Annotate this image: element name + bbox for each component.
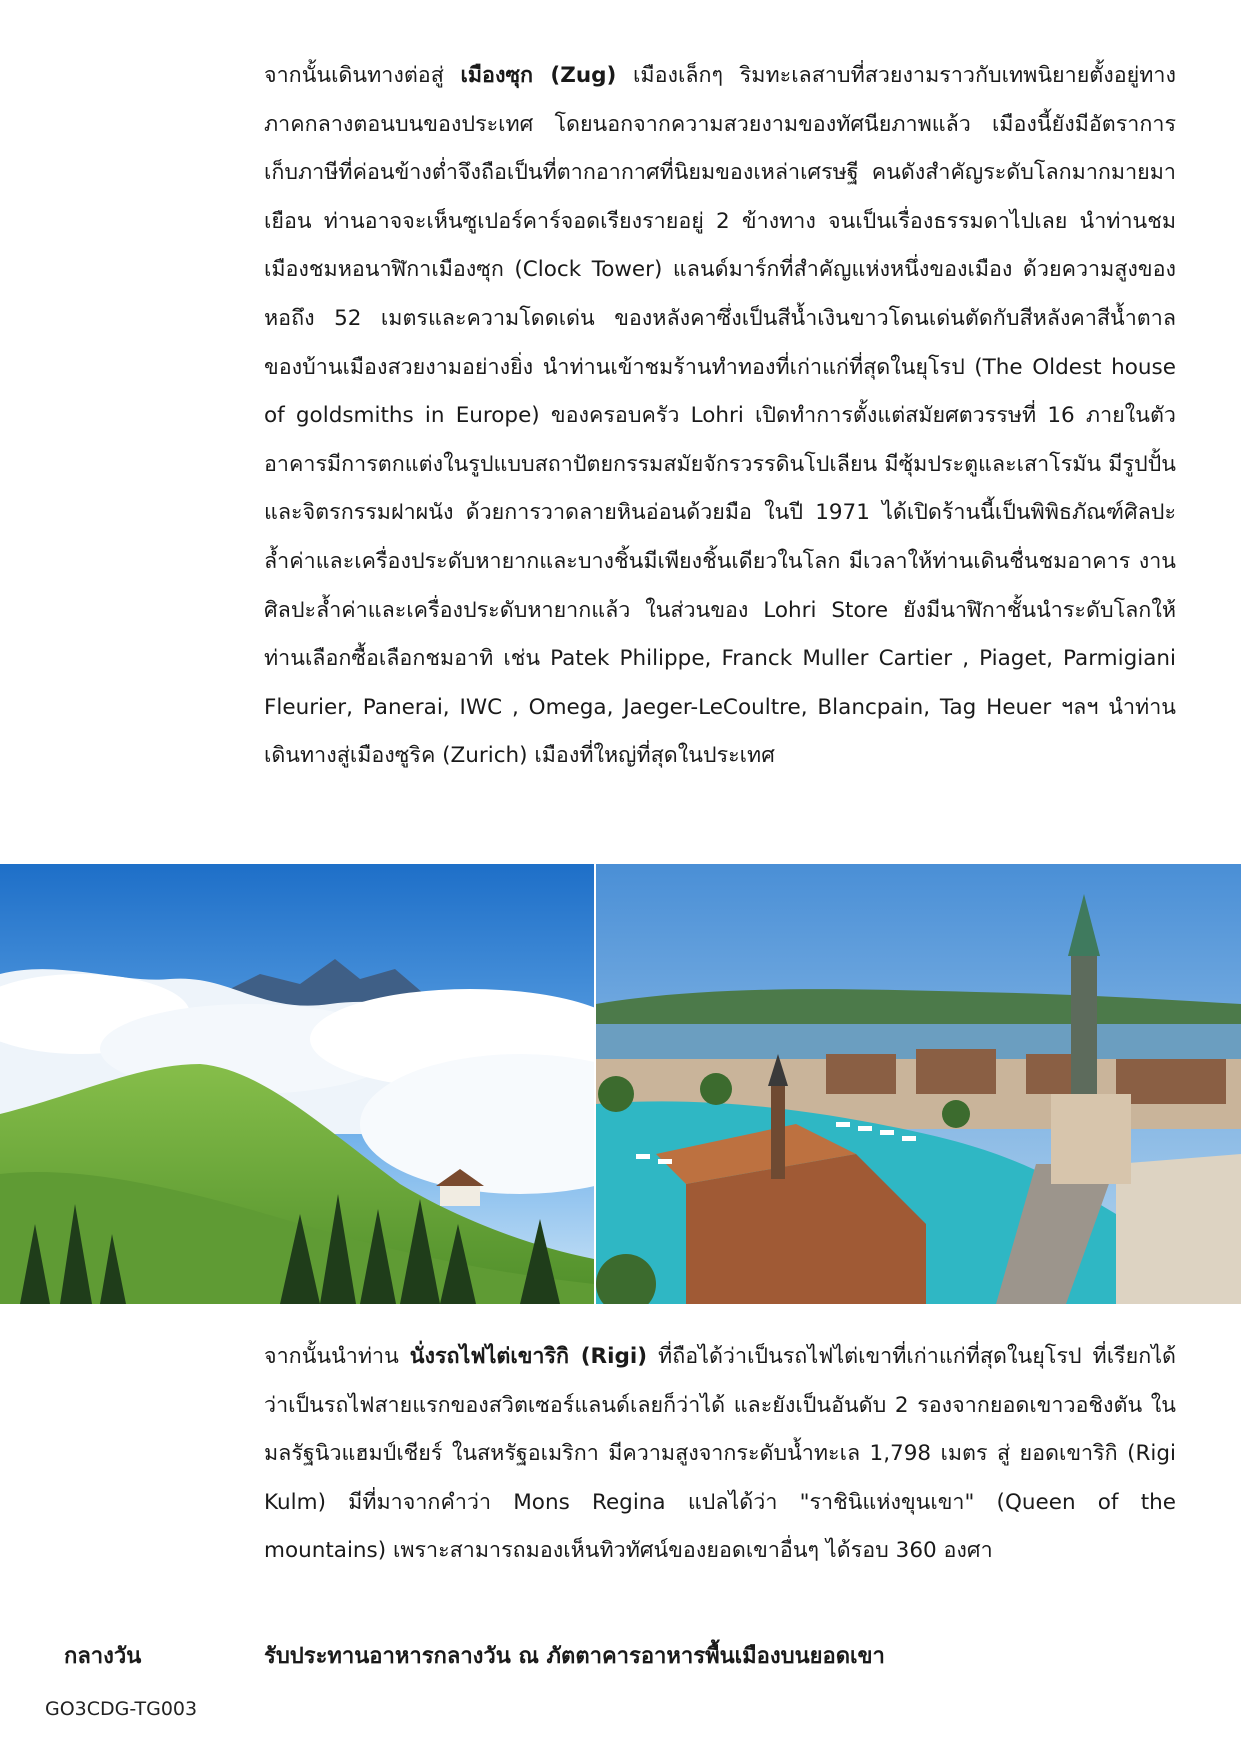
meal-description: รับประทานอาหารกลางวัน ณ ภัตตาคารอาหารพื้นเมืองบนยอดเขา (264, 1644, 885, 1669)
meal-time-label: กลางวัน (64, 1644, 142, 1669)
zug-intro: จากนั้นเดินทางต่อสู่ (264, 63, 461, 88)
rigi-intro: จากนั้นนำท่าน (264, 1344, 410, 1369)
rigi-highlight: นั่งรถไฟไต่เขาริกิ (Rigi) (409, 1344, 648, 1369)
zug-paragraph (264, 52, 1176, 781)
rigi-body: ที่ถือได้ว่าเป็นรถไฟไต่เขาที่เก่าแก่ที่สุดในยุโรป ที่เรียกได้ว่าเป็นรถไฟสายแรกของสวิตเซอร์แลนด์เลยก็ว่าได้ และยังเป็นอันดับ 2 รองจากยอดเขาวอชิงตัน ในมลรัฐนิวแฮมป์เชียร์ ในสหรัฐอเมริกา มีความสูงจากระดับน้ำทะเล 1,798 เมตร สู่ ยอดเขาริกิ (Rigi Kulm) มีที่มาจากคำว่า Mons Regina แปลได้ว่า "ราชินิแห่งขุนเขา" (Queen of the mountains) เพราะสามารถมองเห็นทิวทัศน์ของยอดเขาอื่นๆ ได้รอบ 360 องศา (264, 1344, 1176, 1564)
zug-body: เมืองเล็กๆ ริมทะเลสาบที่สวยงามราวกับเทพนิยายตั้งอยู่ทางภาคกลางตอนบนของประเทศ โดยนอกจากความสวยงามของทัศนียภาพแล้ว เมืองนี้ยังมีอัตราการเก็บภาษีที่ค่อนข้างต่ำจึงถือเป็นที่ตากอากาศที่นิยมของเหล่าเศรษฐี คนดังสำคัญระดับโลกมากมายมาเยือน ท่านอาจจะเห็นซูเปอร์คาร์จอดเรียงรายอยู่ 2 ข้างทาง จนเป็นเรื่องธรรมดาไปเลย นำท่านชมเมืองชมหอนาฬิกาเมืองซุก (Clock Tower) แลนด์มาร์กที่สำคัญแห่งหนึ่งของเมือง ด้วยความสูงของหอถึง 52 เมตรและความโดดเด่น ของหลังคาซึ่งเป็นสีน้ำเงินขาวโดนเด่นตัดกับสีหลังคาสีน้ำตาลของบ้านเมืองสวยงามอย่างยิ่ง นำท่านเข้าชมร้านทำทองที่เก่าแก่ที่สุดในยุโรป (The Oldest house of goldsmiths in Europe) ของครอบครัว Lohri เปิดทำการตั้งแต่สมัยศตวรรษที่ 16 ภายในตัวอาคารมีการตกแต่งในรูปแบบสถาปัตยกรรมสมัยจักรวรรดินโปเลียน มีซุ้มประตูและเสาโรมัน มีรูปปั้นและจิตรกรรมฝาผนัง ด้วยการวาดลายหินอ่อนด้วยมือ ในปี 1971 ได้เปิดร้านนี้เป็นพิพิธภัณฑ์ศิลปะล้ำค่าและเครื่องประดับหายากและบางชิ้นมีเพียงชิ้นเดียวในโลก มีเวลาให้ท่านเดินชื่นชมอาคาร งานศิลปะล้ำค่าและเครื่องประดับหายากแล้ว ในส่วนของ Lohri Store ยังมีนาฬิกาชั้นนำระดับโลกให้ท่านเลือกซื้อเลือกชมอาทิ เช่น Patek Philippe, Franck Muller Cartier , Piaget, Parmigiani Fleurier, Panerai, IWC , Omega, Jaeger-LeCoultre, Blancpain, Tag Heuer ฯลฯ นำท่านเดินทางสู่เมืองซูริค (Zurich) เมืองที่ใหญ่ที่สุดในประเทศ (264, 63, 1177, 769)
rigi-mountain-photo (0, 864, 594, 1304)
zurich-city-photo (596, 864, 1241, 1304)
document-code: GO3CDG-TG003 (45, 1698, 198, 1720)
zug-highlight: เมืองซุก (Zug) (460, 63, 617, 88)
rigi-paragraph (264, 1333, 1176, 1576)
